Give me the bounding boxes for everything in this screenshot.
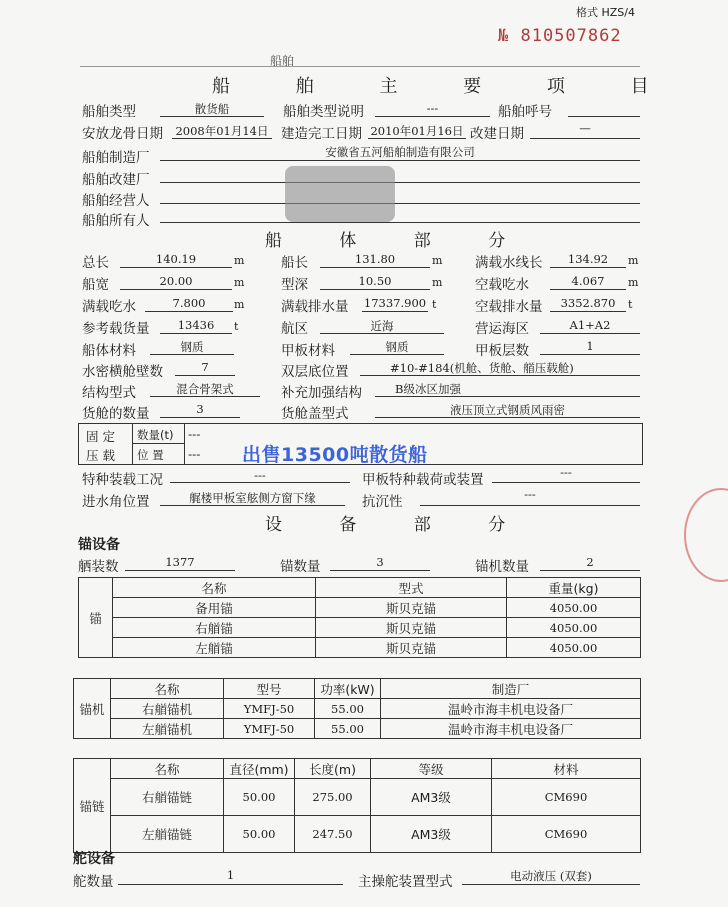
table-header: 型式 xyxy=(316,578,507,598)
hull-mat-label: 船体材料 xyxy=(82,343,136,359)
form-header: 船舶 xyxy=(270,54,295,68)
outfit-label: 舾装数 xyxy=(78,559,119,575)
deck-layers-value: 1 xyxy=(586,339,594,353)
table-header: 功率(kW) xyxy=(315,679,381,699)
hatch-label: 货舱盖型式 xyxy=(281,406,349,422)
page-title: 船 舶 主 要 项 目 xyxy=(212,76,679,97)
deck-mat-label: 甲板材料 xyxy=(281,343,335,359)
anchor-section-heading: 锚设备 xyxy=(78,537,120,553)
reinforce-value: B级冰区加强 xyxy=(395,382,461,396)
loa-value: 140.19 xyxy=(155,252,197,266)
lwl-label: 满载水线长 xyxy=(475,255,543,271)
table-row xyxy=(79,598,641,618)
bulkheads-label: 水密横舱壁数 xyxy=(82,364,163,380)
table-header: 名称 xyxy=(111,759,224,779)
anti-sink-label: 抗沉性 xyxy=(362,494,403,510)
full-disp-value: 17337.900 xyxy=(363,296,427,310)
table-cell: 右艏锚 xyxy=(113,618,316,638)
unit-m: m xyxy=(234,298,245,311)
holds-value: 3 xyxy=(196,402,204,416)
table-cell: CM690 xyxy=(492,816,641,853)
table-cell: 左艏锚机 xyxy=(111,719,224,739)
table-cell: 温岭市海丰机电设备厂 xyxy=(381,699,641,719)
ship-type-desc-value: --- xyxy=(426,101,439,115)
ship-type-label: 船舶类型 xyxy=(82,104,136,120)
table-cell: CM690 xyxy=(492,779,641,816)
full-disp-label: 满载排水量 xyxy=(281,299,349,315)
ballast-qty-label: 数量(t) xyxy=(137,428,174,442)
double-bottom-value: #10-#184(机舱、货舱、艏压载舱) xyxy=(390,361,574,375)
special-equip-value: --- xyxy=(254,468,266,482)
bulkheads-value: 7 xyxy=(201,360,209,374)
table-cell: AM3级 xyxy=(371,779,492,816)
holds-label: 货舱的数量 xyxy=(82,406,150,422)
table-cell: YMFJ-50 xyxy=(224,699,315,719)
table-header: 制造厂 xyxy=(381,679,641,699)
hull-mat-value: 钢质 xyxy=(180,340,204,354)
light-disp-value: 3352.870 xyxy=(560,296,616,310)
completion-label: 建造完工日期 xyxy=(281,126,362,142)
anchor-table-side-label: 锚 xyxy=(79,578,113,658)
deck-layers-label: 甲板层数 xyxy=(475,343,529,359)
table-cell: AM3级 xyxy=(371,816,492,853)
rebuilder-label: 船舶改建厂 xyxy=(82,172,150,188)
ballast-qty-value: --- xyxy=(188,427,201,441)
table-row xyxy=(79,638,641,658)
chain-table xyxy=(73,758,641,853)
special-equip-label: 特种装载工况 xyxy=(82,472,163,488)
equipment-section-title: 设 备 部 分 xyxy=(265,515,532,535)
table-cell: 斯贝克锚 xyxy=(316,598,507,618)
fixed-ballast-label-1: 固 定 xyxy=(86,429,115,444)
table-cell: 247.50 xyxy=(295,816,371,853)
windlass-table xyxy=(73,678,641,739)
modify-date-label: 改建日期 xyxy=(470,126,524,142)
table-row xyxy=(79,618,641,638)
lbp-label: 船长 xyxy=(281,255,308,271)
deck-special-label: 甲板特种载荷或装置 xyxy=(362,472,484,488)
redaction-blur xyxy=(285,166,395,222)
call-sign-label: 船舶呼号 xyxy=(498,104,552,120)
table-cell: 备用锚 xyxy=(113,598,316,618)
rudder-count-value: 1 xyxy=(226,868,235,882)
ballast-pos-value: --- xyxy=(188,447,201,461)
unit-m: m xyxy=(628,254,639,267)
table-cell: 温岭市海丰机电设备厂 xyxy=(381,719,641,739)
table-cell: 4050.00 xyxy=(507,598,641,618)
ship-type-value: 散货船 xyxy=(194,102,230,116)
deck-mat-value: 钢质 xyxy=(385,340,409,354)
completion-value: 2010年01月16日 xyxy=(370,124,464,138)
structure-value: 混合骨架式 xyxy=(176,382,234,396)
table-cell: 4050.00 xyxy=(507,638,641,658)
hatch-value: 液压顶立式钢质风雨密 xyxy=(450,403,565,417)
rudder-count-label: 舵数量 xyxy=(73,874,114,890)
deck-special-value: --- xyxy=(560,465,572,479)
table-header: 长度(m) xyxy=(295,759,371,779)
full-draft-value: 7.800 xyxy=(172,296,206,310)
table-cell: 斯贝克锚 xyxy=(316,638,507,658)
steering-label: 主操舵装置型式 xyxy=(358,874,453,890)
table-cell: 斯贝克锚 xyxy=(316,618,507,638)
nav-area-value: 近海 xyxy=(370,319,394,333)
unit-m: m xyxy=(234,276,245,289)
windlass-count-value: 2 xyxy=(586,555,594,569)
unit-m: m xyxy=(432,254,443,267)
fixed-ballast-label-2: 压 载 xyxy=(86,448,115,463)
table-row xyxy=(74,816,641,853)
light-draft-label: 空载吃水 xyxy=(475,277,529,293)
table-cell: 右艏锚机 xyxy=(111,699,224,719)
light-disp-label: 空载排水量 xyxy=(475,299,543,315)
builder-value: 安徽省五河船舶制造有限公司 xyxy=(325,145,475,159)
hull-section-title: 船 体 部 分 xyxy=(265,231,532,251)
red-seal-stamp xyxy=(684,488,728,582)
unit-m: m xyxy=(234,254,245,267)
table-cell: 55.00 xyxy=(315,719,381,739)
keel-date-value: 2008年01月14日 xyxy=(175,124,269,138)
owner-label: 船舶所有人 xyxy=(82,213,150,229)
rudder-section-heading: 舵设备 xyxy=(73,851,115,867)
table-header: 型号 xyxy=(224,679,315,699)
table-cell: 55.00 xyxy=(315,699,381,719)
unit-t: t xyxy=(234,320,239,333)
keel-date-label: 安放龙骨日期 xyxy=(82,126,163,142)
table-row xyxy=(74,719,641,739)
steering-value: 电动液压 (双套) xyxy=(510,869,592,883)
anchor-count-label: 锚数量 xyxy=(280,559,321,575)
outfit-value: 1377 xyxy=(165,555,195,569)
loa-label: 总长 xyxy=(82,255,109,271)
unit-m: m xyxy=(628,276,639,289)
table-row xyxy=(74,779,641,816)
table-cell: 4050.00 xyxy=(507,618,641,638)
beam-value: 20.00 xyxy=(159,274,193,288)
anti-sink-value: --- xyxy=(524,487,536,501)
table-header: 重量(kg) xyxy=(507,578,641,598)
cargo-label: 参考载货量 xyxy=(82,321,150,337)
serial-number: № 810507862 xyxy=(498,26,622,46)
ship-type-desc-label: 船舶类型说明 xyxy=(283,104,364,120)
table-cell: YMFJ-50 xyxy=(224,719,315,739)
depth-value: 10.50 xyxy=(358,274,392,288)
anchor-count-value: 3 xyxy=(376,555,384,569)
sale-watermark: 出售13500吨散货船 xyxy=(242,444,428,466)
modify-date-value: — xyxy=(579,121,591,135)
op-area-value: A1+A2 xyxy=(569,318,611,332)
beam-label: 船宽 xyxy=(82,277,109,293)
table-cell: 右艏锚链 xyxy=(111,779,224,816)
lwl-value: 134.92 xyxy=(567,252,609,266)
table-cell: 左艏锚 xyxy=(113,638,316,658)
op-area-label: 营运海区 xyxy=(475,321,529,337)
structure-label: 结构型式 xyxy=(82,385,136,401)
full-draft-label: 满载吃水 xyxy=(82,299,136,315)
nav-area-label: 航区 xyxy=(281,321,308,337)
light-draft-value: 4.067 xyxy=(571,274,605,288)
table-header: 直径(mm) xyxy=(224,759,295,779)
operator-label: 船舶经营人 xyxy=(82,193,150,209)
table-header: 名称 xyxy=(113,578,316,598)
lbp-value: 131.80 xyxy=(354,252,396,266)
builder-label: 船舶制造厂 xyxy=(82,150,150,166)
table-row xyxy=(74,699,641,719)
table-cell: 275.00 xyxy=(295,779,371,816)
table-cell: 50.00 xyxy=(224,816,295,853)
depth-label: 型深 xyxy=(281,277,308,293)
reinforce-label: 补充加强结构 xyxy=(281,385,362,401)
table-cell: 左艏锚链 xyxy=(111,816,224,853)
windlass-count-label: 锚机数量 xyxy=(475,559,529,575)
unit-t: t xyxy=(432,298,437,311)
table-header: 材料 xyxy=(492,759,641,779)
format-tag: 格式 HZS/4 xyxy=(576,6,635,19)
flood-label: 进水角位置 xyxy=(82,494,150,510)
unit-t: t xyxy=(628,298,633,311)
table-header: 等级 xyxy=(371,759,492,779)
unit-m: m xyxy=(432,276,443,289)
table-header: 名称 xyxy=(111,679,224,699)
table-cell: 50.00 xyxy=(224,779,295,816)
double-bottom-label: 双层底位置 xyxy=(281,364,349,380)
windlass-table-side-label: 锚机 xyxy=(74,679,111,739)
chain-table-side-label: 锚链 xyxy=(74,759,111,853)
cargo-value: 13436 xyxy=(177,318,215,332)
flood-value: 艉楼甲板室舷侧方窗下缘 xyxy=(189,491,316,505)
ballast-pos-label: 位 置 xyxy=(137,448,164,462)
anchor-table xyxy=(78,577,641,658)
